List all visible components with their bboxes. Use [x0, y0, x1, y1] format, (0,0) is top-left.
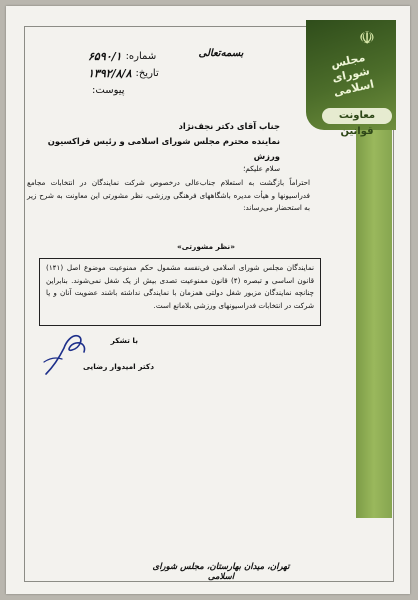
letter-meta — [88, 48, 176, 99]
attachment-label: پیوست: — [92, 85, 125, 96]
advisory-heading: «نظر مشورتی» — [177, 242, 235, 251]
letter-body: احتراماً بازگشت به استعلام جناب‌عالی درخصوص شرکت نمایندگان در انتخابات مجامع فدراسیونها و هیأت مدیره باشگاههای فرهنگی ورزشی، نظر مشورتی این معاونت به شرح زیر به استحضار می‌رساند: — [27, 178, 310, 212]
date-label: تاریخ: — [135, 68, 159, 79]
advisory-opinion-box: نمایندگان مجلس شورای اسلامی فی‌نفسه مشمول حکم ممنوعیت موضوع اصل (۱۴۱) قانون اساسی و تبصره (۴) قانون ممنوعیت تصدی بیش از یک شغل نمی‌شوند. بنابراین چنانچه نمایندگان مزبور شغل دولتی همزمان با نمایندگی نداشته باشند عضویت آنان و یا شرکت در انتخابات فدراسیونهای ورزشی بلامانع است. — [39, 258, 321, 326]
greeting: سلام علیکم؛ — [243, 164, 280, 173]
iran-emblem-icon: ☫ — [358, 28, 376, 49]
signer-name: دکتر امیدوار رضایی — [82, 362, 154, 371]
footer-address: تهران، میدان بهارستان، مجلس شورای اسلامی — [152, 562, 290, 582]
department-name: معاونت قوانین — [322, 108, 392, 124]
addressee-title: نماینده محترم مجلس شورای اسلامی و رئیس فراکسیون ورزش — [47, 136, 280, 161]
basmala: بسمه‌تعالی — [198, 48, 244, 59]
closing: با تشکر — [110, 336, 138, 345]
date-value: ۱۳۹۲/۸/۸ — [88, 67, 132, 80]
addressee-block — [40, 119, 280, 164]
letterhead-logo — [306, 20, 396, 137]
letter-page — [6, 6, 410, 594]
number-value: ۶۵۹۰/۱ — [88, 50, 122, 63]
addressee-name: جناب آقای دکتر نجف‌نژاد — [178, 121, 280, 131]
institution-name: مجلس شورای اسلامی — [329, 50, 376, 99]
number-label: شماره: — [125, 51, 157, 62]
letterhead-side-bar — [356, 126, 392, 518]
